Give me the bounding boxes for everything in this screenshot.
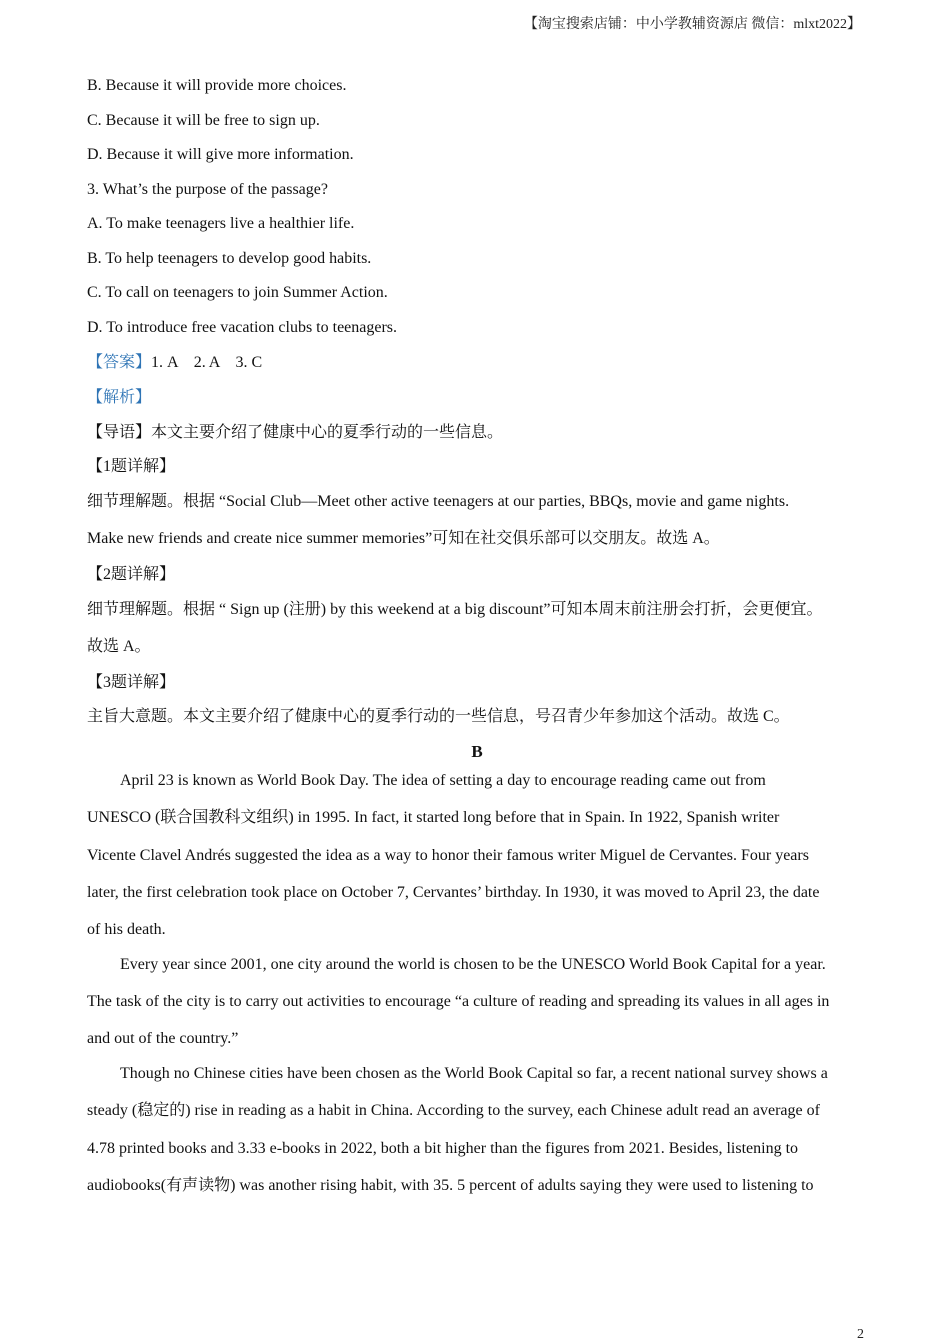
passage-p1-line: Vicente Clavel Andrés suggested the idea as a way to honor their famous writer Miguel de Cervantes. Four years <box>87 847 809 864</box>
answer-label: 【答案】 <box>87 354 152 371</box>
detail-1-title: 【1题详解】 <box>87 458 176 475</box>
option-3a: A. To make teenagers live a healthier life. <box>87 215 355 232</box>
passage-p1-line: April 23 is known as World Book Day. The idea of setting a day to encourage reading came out from <box>120 772 766 789</box>
passage-p3-line: Though no Chinese cities have been chosen as the World Book Capital so far, a recent national survey shows a <box>120 1065 828 1082</box>
detail-3-line-1: 主旨大意题。本文主要介绍了健康中心的夏季行动的一些信息，号召青少年参加这个活动。故选 C。 <box>87 708 790 725</box>
page-number: 2 <box>857 1327 864 1342</box>
option-2b: B. Because it will provide more choices. <box>87 77 347 94</box>
passage-p2-line: and out of the country.” <box>87 1030 239 1047</box>
intro-line: 【导语】本文主要介绍了健康中心的夏季行动的一些信息。 <box>87 424 504 441</box>
detail-1-line-2: Make new friends and create nice summer memories”可知在社交俱乐部可以交朋友。故选 A。 <box>87 530 720 547</box>
passage-p2-line: The task of the city is to carry out activities to encourage “a culture of reading and spreading its values in all ages in <box>87 993 830 1010</box>
option-3b: B. To help teenagers to develop good habits. <box>87 250 372 267</box>
option-3d: D. To introduce free vacation clubs to teenagers. <box>87 319 398 336</box>
passage-p3-line: 4.78 printed books and 3.33 e-books in 2022, both a bit higher than the figures from 2021. Besides, listening to <box>87 1140 799 1157</box>
detail-3-title: 【3题详解】 <box>87 674 176 691</box>
question-3: 3. What’s the purpose of the passage? <box>87 181 328 198</box>
passage-p3-line: steady (稳定的) rise in reading as a habit in China. According to the survey, each Chinese adult read an average of <box>87 1102 820 1119</box>
option-2c: C. Because it will be free to sign up. <box>87 112 320 129</box>
detail-1-line-1: 细节理解题。根据 “Social Club—Meet other active teenagers at our parties, BBQs, movie and game nights. <box>87 493 790 510</box>
passage-p1-line: UNESCO (联合国教科文组织) in 1995. In fact, it started long before that in Spain. In 1922, Spanish writer <box>87 809 780 826</box>
section-b-title: B <box>471 742 483 761</box>
detail-2-title: 【2题详解】 <box>87 566 176 583</box>
answer-text: 1. A 2. A 3. C <box>151 354 263 371</box>
answer-line <box>87 353 867 373</box>
detail-2-line-2: 故选 A。 <box>87 638 151 655</box>
detail-2-line-1: 细节理解题。根据 “ Sign up (注册) by this weekend at a big discount”可知本周末前注册会打折，会更便宜。 <box>87 601 823 618</box>
passage-p3-line: audiobooks(有声读物) was another rising habit, with 35. 5 percent of adults saying they were used to listening to <box>87 1177 814 1194</box>
passage-p1-line: later, the first celebration took place on October 7, Cervantes’ birthday. In 1930, it was moved to April 23, the date <box>87 884 820 901</box>
option-3c: C. To call on teenagers to join Summer Action. <box>87 284 388 301</box>
option-2d: D. Because it will give more information. <box>87 146 354 163</box>
passage-p2-line: Every year since 2001, one city around the world is chosen to be the UNESCO World Book Capital for a year. <box>120 956 826 973</box>
passage-p1-line: of his death. <box>87 921 166 938</box>
page-header: 【淘宝搜索店铺：中小学教辅资源店 微信：mlxt2022】 <box>523 17 861 32</box>
analysis-label: 【解析】 <box>87 389 152 406</box>
